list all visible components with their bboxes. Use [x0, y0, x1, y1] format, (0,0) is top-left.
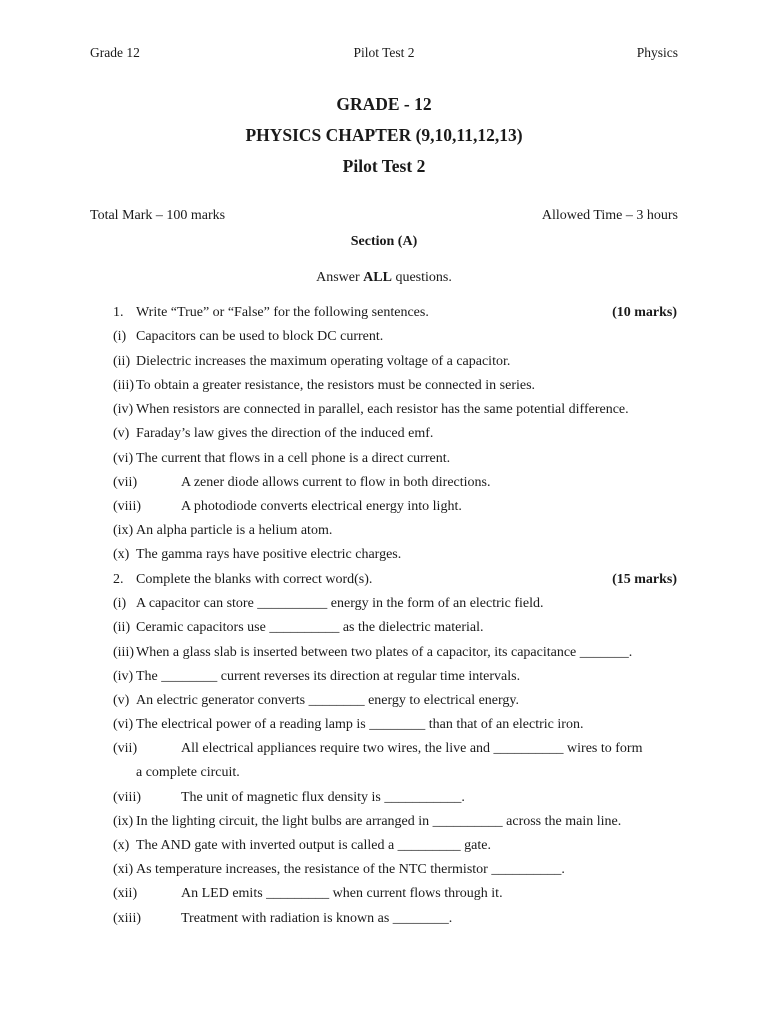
item-number: (x) [113, 547, 130, 562]
item-text-continued: a complete circuit. [136, 765, 240, 780]
question-number: 1. [113, 305, 124, 320]
list-item [0, 523, 768, 545]
question-text: Write “True” or “False” for the following sentences. [136, 305, 429, 320]
allowed-time: Allowed Time – 3 hours [541, 208, 678, 223]
item-number: (xiii) [113, 911, 141, 926]
header-grade: Grade 12 [90, 45, 140, 60]
item-number: (ii) [113, 354, 131, 369]
title-test: Pilot Test 2 [342, 156, 426, 176]
item-text: Treatment with radiation is known as ________. [181, 911, 453, 926]
list-item [0, 645, 768, 667]
item-text: When resistors are connected in parallel, each resistor has the same potential difference. [136, 402, 629, 417]
item-number: (vi) [113, 451, 134, 466]
item-text: As temperature increases, the resistance of the NTC thermistor __________. [136, 862, 565, 877]
item-number: (x) [113, 838, 130, 853]
item-text: Capacitors can be used to block DC current. [136, 329, 384, 344]
item-text: The ________ current reverses its direction at regular time intervals. [136, 669, 521, 684]
title-grade: GRADE - 12 [336, 94, 432, 114]
item-text: A photodiode converts electrical energy into light. [181, 499, 462, 514]
item-number: (iv) [113, 402, 134, 417]
item-number: (vii) [113, 475, 138, 490]
question-text: Complete the blanks with correct word(s). [136, 572, 373, 587]
list-item [0, 911, 768, 933]
question-marks: (15 marks) [612, 572, 677, 587]
list-item [0, 717, 768, 739]
question-marks: (10 marks) [612, 305, 677, 320]
item-text: The current that flows in a cell phone is a direct current. [136, 451, 451, 466]
list-item [0, 741, 768, 763]
item-number: (xi) [113, 862, 134, 877]
item-number: (i) [113, 329, 127, 344]
item-text: In the lighting circuit, the light bulbs are arranged in __________ across the main line. [136, 814, 622, 829]
question-heading [0, 572, 768, 594]
item-number: (i) [113, 596, 127, 611]
item-number: (vii) [113, 741, 138, 756]
title-chapters: PHYSICS CHAPTER (9,10,11,12,13) [245, 125, 523, 145]
list-item [0, 426, 768, 448]
item-number: (viii) [113, 499, 141, 514]
item-text: The electrical power of a reading lamp is ________ than that of an electric iron. [136, 717, 584, 732]
item-text: An electric generator converts ________ energy to electrical energy. [136, 693, 520, 708]
item-number: (xii) [113, 886, 138, 901]
list-item-continuation [0, 765, 768, 787]
list-item [0, 596, 768, 618]
list-item [0, 547, 768, 569]
item-text: A zener diode allows current to flow in both directions. [181, 475, 491, 490]
list-item [0, 669, 768, 691]
header-test-name: Pilot Test 2 [353, 45, 415, 60]
list-item [0, 620, 768, 642]
item-number: (iv) [113, 669, 134, 684]
item-text: The unit of magnetic flux density is ___________. [181, 790, 465, 805]
question-number: 2. [113, 572, 124, 587]
item-number: (ix) [113, 523, 134, 538]
instruction-text-end: questions. [391, 270, 452, 285]
item-text: To obtain a greater resistance, the resistors must be connected in series. [136, 378, 536, 393]
item-text: When a glass slab is inserted between two plates of a capacitor, its capacitance _______. [136, 645, 633, 660]
list-item [0, 886, 768, 908]
list-item [0, 402, 768, 424]
item-number: (vi) [113, 717, 134, 732]
item-text: Ceramic capacitors use __________ as the dielectric material. [136, 620, 484, 635]
item-text: An LED emits _________ when current flows through it. [181, 886, 503, 901]
list-item [0, 838, 768, 860]
list-item [0, 499, 768, 521]
running-header [90, 45, 678, 65]
instruction-emphasis: ALL [363, 270, 392, 285]
item-number: (v) [113, 426, 130, 441]
header-subject: Physics [636, 45, 678, 60]
question-heading [0, 305, 768, 327]
item-text: The gamma rays have positive electric charges. [136, 547, 402, 562]
item-number: (viii) [113, 790, 141, 805]
document-title [0, 92, 768, 185]
list-item [0, 378, 768, 400]
list-item [0, 693, 768, 715]
item-number: (v) [113, 693, 130, 708]
list-item [0, 814, 768, 836]
list-item [0, 354, 768, 376]
instruction-text: Answer [316, 270, 364, 285]
item-number: (ii) [113, 620, 131, 635]
item-number: (ix) [113, 814, 134, 829]
section-title: Section (A) [350, 234, 418, 249]
section-instruction [0, 270, 768, 286]
list-item [0, 790, 768, 812]
item-text: A capacitor can store __________ energy in the form of an electric field. [136, 596, 544, 611]
item-text: All electrical appliances require two wires, the live and __________ wires to form [181, 741, 643, 756]
total-mark: Total Mark – 100 marks [90, 208, 226, 223]
item-text: Faraday’s law gives the direction of the induced emf. [136, 426, 434, 441]
item-text: The AND gate with inverted output is called a _________ gate. [136, 838, 491, 853]
item-number: (iii) [113, 378, 134, 393]
list-item [0, 329, 768, 351]
item-text: Dielectric increases the maximum operating voltage of a capacitor. [136, 354, 511, 369]
list-item [0, 862, 768, 884]
list-item [0, 451, 768, 473]
item-text: An alpha particle is a helium atom. [136, 523, 333, 538]
list-item [0, 475, 768, 497]
item-number: (iii) [113, 645, 134, 660]
